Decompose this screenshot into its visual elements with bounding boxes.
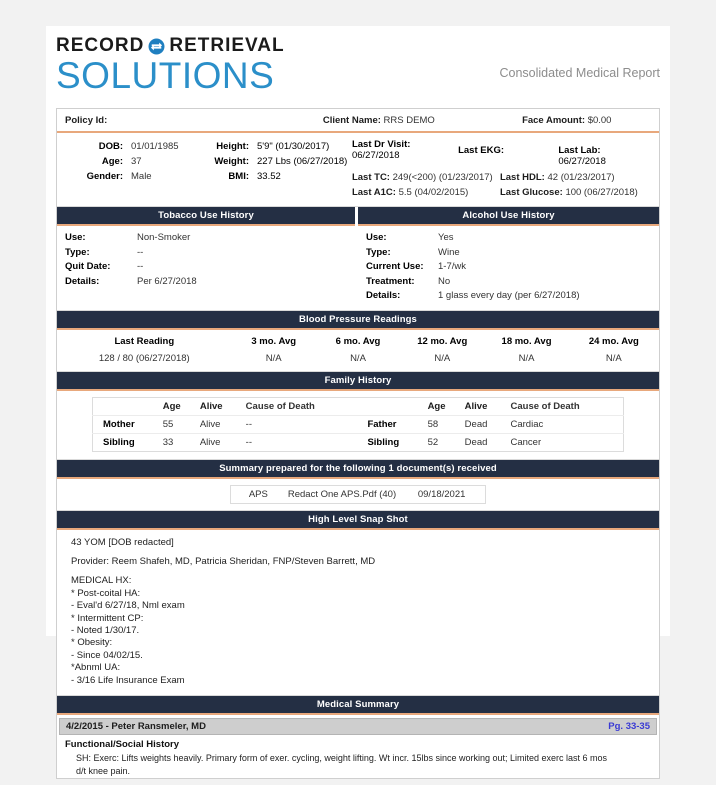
bp-val-last-reading: 128 / 80 (06/27/2018) [98,352,190,364]
snapshot-line: * Intermittent CP: [71,612,144,624]
alcohol-column [358,207,659,310]
fam-cod-sibling-right: Cancer [510,436,542,448]
bp-col-6mo: 6 mo. Avg [335,335,381,347]
demographics-left [57,139,352,200]
last-glucose-value: 100 (06/27/2018) [565,187,638,198]
age-value: 37 [131,156,142,167]
snapshot-line: * Post-coital HA: [71,587,141,599]
fam-age-father: 58 [426,415,463,433]
family-history-table-wrap [57,391,659,460]
last-dr-visit-value: 06/27/2018 [351,150,400,161]
fam-age-sibling-left: 33 [162,436,174,448]
snapshot-line: - Eval'd 6/27/18, Nml exam [71,600,185,612]
tobacco-type-label: Type: [65,246,90,258]
face-amount-label: Face Amount: [522,115,586,126]
height-value: 5'9" (01/30/2017) [257,141,330,152]
alcohol-treatment-label: Treatment: [366,275,415,287]
alcohol-header: Alcohol Use History [358,207,659,226]
last-a1c-label: Last A1C: [351,187,396,198]
snapshot-line: - Noted 1/30/17. [71,624,140,636]
documents-list [57,479,659,511]
tobacco-type-value: -- [137,246,144,258]
last-ekg-block [458,139,548,167]
documents-section [57,460,659,511]
weight-value: 227 Lbs (06/27/2018) [257,156,348,167]
alcohol-current-use-label: Current Use: [366,261,424,272]
fam-cod-mother: -- [244,415,358,433]
demographics-row [65,154,352,169]
dob-label: DOB: [98,141,123,152]
habits-section [57,207,659,311]
medical-summary-subsection-title: Functional/Social History [65,738,180,750]
snapshot-line: 43 YOM [DOB redacted] [71,536,174,548]
weight-label: Weight: [214,156,249,167]
blood-pressure-section [57,311,659,372]
family-history-section [57,372,659,460]
client-name-value: RRS DEMO [383,115,435,126]
policy-id-label: Policy Id: [65,115,108,126]
tobacco-body [57,226,355,295]
alcohol-body [358,226,659,310]
alcohol-details-label: Details: [366,290,401,301]
fam-rel-father: Father [357,415,425,433]
snapshot-line: - Since 04/02/15. [71,649,143,661]
dob-value: 01/01/1985 [131,141,179,152]
snapshot-section [57,511,659,696]
document-row [230,485,485,504]
fam-col-alive-left: Alive [198,397,244,415]
tobacco-row [65,246,355,261]
medical-summary-text-line: SH: Exerc: Lifts weights heavily. Primary form of exer. cycling, weight lifting. Wt incr. 15lbs since working out; Limited exerc last 6 mos [76,752,608,763]
table-row [57,330,659,350]
fam-age-mother: 55 [161,415,198,433]
tobacco-details-label: Details: [65,275,100,287]
brand-header [46,26,670,94]
snapshot-line: - 3/16 Life Insurance Exam [71,674,185,686]
last-lab-block [558,139,649,167]
demographics-right [352,139,659,200]
documents-header: Summary prepared for the following 1 document(s) received [57,460,659,479]
bp-col-3mo: 3 mo. Avg [251,335,297,347]
last-tc-value: 249(<200) (01/23/2017) [392,172,493,183]
tobacco-use-label: Use: [65,232,86,243]
fam-cod-father: Cardiac [509,415,624,433]
alcohol-type-label: Type: [366,246,391,258]
last-tc-block [352,170,500,185]
fam-rel-mother: Mother [93,415,161,433]
tobacco-quit-date-value: -- [137,261,144,272]
policy-id-cell [65,115,323,126]
last-tc-label: Last TC: [351,172,390,183]
medical-summary-text-line: d/t knee pain. [76,765,131,776]
last-hdl-value: 42 (01/23/2017) [547,172,615,183]
alcohol-current-use-value: 1-7/wk [438,261,466,272]
bp-val-18mo: N/A [518,352,535,364]
document-name: Redact One APS.Pdf (40) [287,488,397,500]
last-ekg-label: Last EKG: [458,145,505,156]
age-label: Age: [101,156,123,167]
bp-val-3mo: N/A [265,352,282,364]
table-row [57,350,659,371]
bp-col-24mo: 24 mo. Avg [588,335,639,347]
last-glucose-block [500,185,638,200]
bp-col-last-reading: Last Reading [114,335,175,347]
brand-title-line1 [56,36,670,55]
fam-col-alive-right: Alive [463,397,509,415]
alcohol-row [366,260,659,275]
client-name-label: Client Name: [322,115,381,126]
bp-col-18mo: 18 mo. Avg [501,335,552,347]
fam-col-blank-left [93,397,161,415]
bmi-value: 33.52 [257,171,281,182]
bp-val-24mo: N/A [605,352,622,364]
table-row [93,397,624,415]
snapshot-spacer [71,549,659,556]
report-frame [56,108,660,779]
bp-val-12mo: N/A [434,352,451,364]
tobacco-row [65,260,355,275]
page-title: Consolidated Medical Report [499,66,660,80]
snapshot-line: MEDICAL HX: [71,575,132,587]
tobacco-column [57,207,358,310]
height-label: Height: [216,141,249,152]
medical-summary-entry-bar[interactable] [59,718,657,735]
circular-arrows-icon [148,38,165,55]
medical-summary-page-link[interactable]: Pg. 33-35 [608,720,650,732]
fam-alive-sibling-right: Dead [464,436,488,448]
face-amount-value: $0.00 [587,115,612,126]
gender-label: Gender: [86,171,123,182]
fam-alive-mother: Alive [198,415,244,433]
snapshot-line: Provider: Reem Shafeh, MD, Patricia Sheridan, FNP/Steven Barrett, MD [71,555,376,567]
last-a1c-value: 5.5 (04/02/2015) [398,187,469,198]
blood-pressure-table-wrap [57,330,659,372]
gender-value: Male [131,171,152,182]
last-hdl-block [500,170,615,185]
medical-summary-section [57,696,659,778]
brand-word-record: RECORD [56,35,145,56]
fam-rel-sibling-right: Sibling [367,436,400,448]
last-glucose-label: Last Glucose: [499,187,563,198]
client-name-cell [323,115,522,126]
demographics-row [65,139,352,154]
blood-pressure-table [57,330,659,371]
table-row [93,433,624,451]
table-row [93,415,624,433]
fam-col-cod-left: Cause of Death [244,397,358,415]
fam-alive-sibling-left: Alive [199,436,221,448]
report-page [46,26,670,776]
lab-row-tc-hdl [352,170,659,185]
last-lab-label: Last Lab: [558,145,601,156]
snapshot-spacer [71,568,659,575]
alcohol-details-value: 1 glass every day (per 6/27/2018) [438,290,580,301]
last-dr-visit-label: Last Dr Visit: [351,139,411,150]
document-date: 09/18/2021 [417,488,466,500]
alcohol-use-value: Yes [438,232,454,243]
fam-col-age-left: Age [161,397,198,415]
demographics-section [57,133,659,207]
family-history-header: Family History [57,372,659,391]
visit-summary-row [352,139,659,167]
policy-row [57,109,659,133]
brand-word-retrieval: RETRIEVAL [169,35,285,56]
fam-age-sibling-right: 52 [427,436,439,448]
last-a1c-block [352,185,500,200]
blood-pressure-header: Blood Pressure Readings [57,311,659,330]
alcohol-treatment-value: No [438,275,451,287]
alcohol-row [366,231,659,246]
last-lab-value: 06/27/2018 [558,156,606,167]
bmi-label: BMI: [228,171,249,182]
snapshot-header: High Level Snap Shot [57,511,659,530]
document-type: APS [248,488,268,500]
last-dr-visit-block [352,139,448,167]
last-hdl-label: Last HDL: [499,172,545,183]
alcohol-row [366,289,659,304]
medical-summary-entry-title: 4/2/2015 - Peter Ransmeler, MD [66,720,206,732]
alcohol-row [366,275,659,290]
snapshot-body [57,530,659,696]
tobacco-row [65,231,355,246]
fam-alive-father: Dead [463,415,509,433]
medical-summary-body [57,735,659,778]
tobacco-details-value: Per 6/27/2018 [137,275,197,287]
snapshot-line: * Obesity: [71,637,113,649]
medical-summary-header: Medical Summary [57,696,659,715]
fam-col-age-right: Age [426,397,463,415]
fam-col-blank-right [357,397,425,415]
bp-col-12mo: 12 mo. Avg [417,335,468,347]
lab-row-a1c-glucose [352,185,659,200]
snapshot-line: *Abnml UA: [71,662,121,674]
family-history-table [92,397,624,452]
tobacco-header: Tobacco Use History [57,207,355,226]
tobacco-row [65,275,355,290]
alcohol-type-value: Wine [438,246,460,258]
fam-rel-sibling-left: Sibling [103,436,135,448]
alcohol-use-label: Use: [366,232,387,243]
face-amount-cell [522,115,651,126]
tobacco-quit-date-label: Quit Date: [65,261,111,272]
brand-title-line2: SOLUTIONS [56,55,275,96]
alcohol-row [366,246,659,261]
demographics-row [65,169,352,184]
fam-col-cod-right: Cause of Death [509,397,624,415]
tobacco-use-value: Non-Smoker [137,232,191,243]
fam-cod-sibling-left: -- [245,436,252,448]
bp-val-6mo: N/A [350,352,366,364]
